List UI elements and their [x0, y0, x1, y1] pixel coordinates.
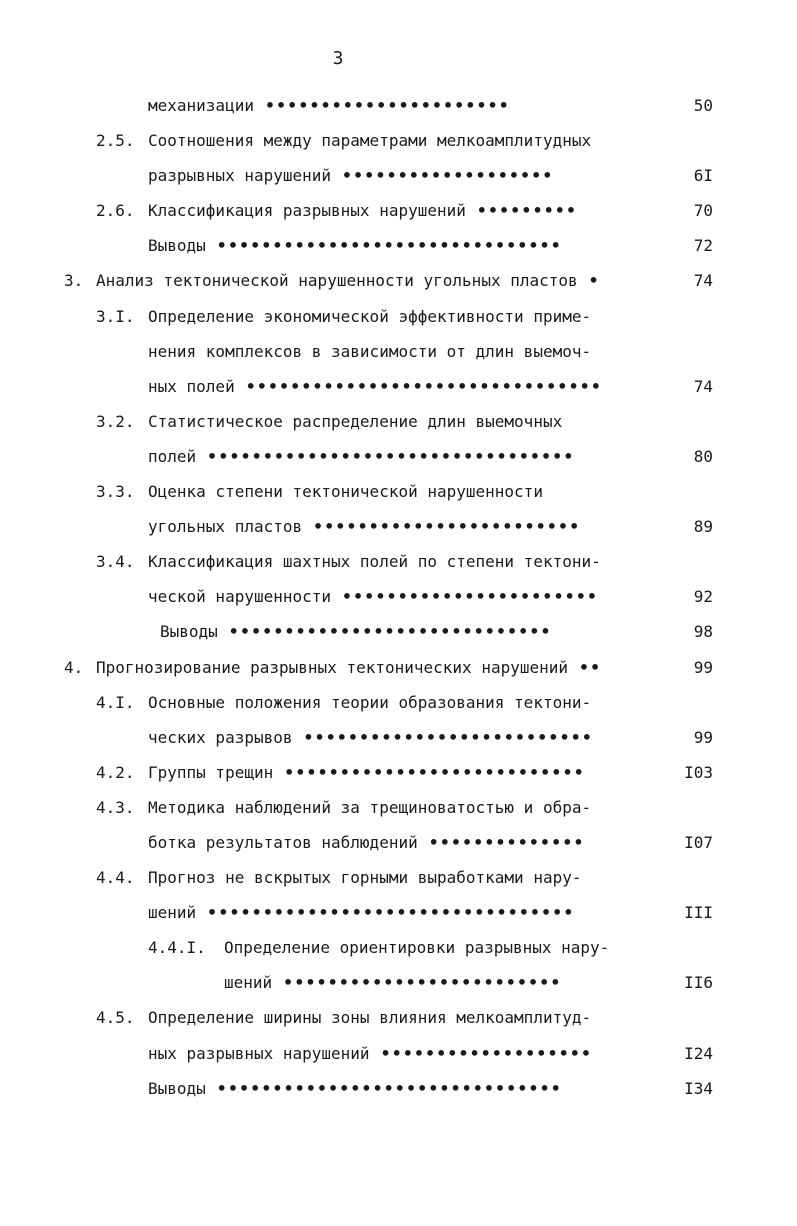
toc-page-number: 74 — [693, 271, 713, 291]
toc-title — [148, 123, 591, 158]
toc-section-number: 2.5. — [96, 131, 135, 151]
toc-title-text: Статистическое распределение длин выемочных — [148, 411, 563, 431]
toc-title — [160, 614, 552, 649]
toc-title-text: Методика наблюдений за трещиноватостью и обра- — [148, 797, 592, 817]
toc-leader-dots: ••••••••••••••••••••••••••••• — [217, 622, 552, 642]
toc-entry — [0, 825, 797, 860]
toc-entry — [0, 88, 797, 123]
toc-title — [148, 228, 562, 263]
toc-title — [148, 334, 591, 369]
toc-section-number: 3.I. — [96, 306, 135, 326]
toc-page-number: I07 — [684, 832, 713, 852]
toc-title — [96, 263, 600, 298]
toc-title — [96, 650, 601, 685]
toc-leader-dots: ••••••••••••••••••••••••••• — [273, 762, 585, 782]
toc-leader-dots: •••••••••••••• — [417, 832, 585, 852]
toc-leader-dots: •• — [568, 657, 602, 677]
toc-title — [148, 299, 591, 334]
toc-entry — [0, 1036, 797, 1071]
toc-leader-dots: ••••••••••••••••••• — [331, 166, 554, 186]
toc-entry — [0, 930, 797, 965]
toc-title — [148, 88, 510, 123]
toc-title-text: ных разрывных нарушений — [148, 1043, 370, 1063]
toc-title-text: ческой нарушенности — [148, 587, 332, 607]
toc-title — [148, 860, 581, 895]
toc-page-number: I34 — [684, 1078, 713, 1098]
toc-title-text: Соотношения между параметрами мелкоамплитудных — [148, 131, 592, 151]
toc-leader-dots: ••••••••••••••••••••••••••••••• — [205, 1078, 563, 1098]
toc-title-text: Определение экономической эффективности приме- — [148, 306, 592, 326]
toc-entry — [0, 158, 797, 193]
toc-leader-dots: ••••••••••••••••••••••••••••••••• — [196, 903, 575, 923]
toc-entry — [0, 790, 797, 825]
toc-title — [224, 930, 609, 965]
table-of-contents — [0, 88, 797, 1106]
toc-title-text: ботка результатов наблюдений — [148, 832, 418, 852]
toc-title-text: нения комплексов в зависимости от длин выемоч- — [148, 341, 592, 361]
toc-entry — [0, 474, 797, 509]
toc-entry — [0, 369, 797, 404]
toc-section-number: 4.4.I. — [148, 938, 206, 958]
toc-leader-dots: •••••••••••••••••••••••• — [302, 517, 581, 537]
toc-title — [148, 158, 554, 193]
toc-page-number: 98 — [693, 622, 713, 642]
toc-entry — [0, 685, 797, 720]
toc-entry — [0, 193, 797, 228]
toc-page-number: 6I — [693, 166, 713, 186]
toc-title-text: Анализ тектонической нарушенности угольных пластов — [96, 271, 578, 291]
toc-page-number: II6 — [684, 973, 713, 993]
toc-entry — [0, 895, 797, 930]
toc-section-number: 4.I. — [96, 692, 135, 712]
toc-title-text: Классификация шахтных полей по степени тектони- — [148, 552, 601, 572]
toc-title-text: шений — [224, 973, 273, 993]
toc-title-text: Определение ориентировки разрывных нару- — [224, 938, 610, 958]
toc-page-number: I24 — [684, 1043, 713, 1063]
toc-title — [148, 1036, 592, 1071]
toc-page-number: III — [684, 903, 713, 923]
toc-title-text: Прогноз не вскрытых горными выработками нару- — [148, 868, 582, 888]
toc-title — [148, 1000, 591, 1035]
toc-entry — [0, 334, 797, 369]
toc-leader-dots: ••••••••••••••••••••••••• — [272, 973, 562, 993]
toc-title-text: ческих разрывов — [148, 727, 293, 747]
toc-title-text: Выводы — [148, 1078, 206, 1098]
toc-title — [224, 965, 562, 1000]
toc-title-text: шений — [148, 903, 197, 923]
toc-section-number: 2.6. — [96, 201, 135, 221]
toc-entry — [0, 1000, 797, 1035]
toc-title — [148, 439, 575, 474]
toc-page-number: 99 — [693, 727, 713, 747]
toc-title — [148, 790, 591, 825]
toc-title-text: Выводы — [160, 622, 218, 642]
toc-title — [148, 474, 543, 509]
toc-title-text: Определение ширины зоны влияния мелкоамплитуд- — [148, 1008, 592, 1028]
toc-title — [148, 404, 562, 439]
toc-section-number: 4. — [64, 657, 84, 677]
toc-leader-dots: •••••••••••••••••••••••••••••••• — [234, 376, 603, 396]
toc-section-number: 4.4. — [96, 868, 135, 888]
toc-title-text: Оценка степени тектонической нарушенности — [148, 482, 543, 502]
toc-entry — [0, 439, 797, 474]
toc-entry — [0, 965, 797, 1000]
toc-section-number: 4.5. — [96, 1008, 135, 1028]
toc-entry — [0, 1071, 797, 1106]
toc-title-text: механизации — [148, 96, 254, 115]
toc-leader-dots: ••••••••••••••••••••••••••••••• — [205, 236, 563, 256]
toc-section-number: 3.3. — [96, 482, 135, 502]
toc-title-text: Прогнозирование разрывных тектонических нарушений — [96, 657, 569, 677]
toc-entry — [0, 263, 797, 298]
toc-title-text: угольных пластов — [148, 517, 303, 537]
toc-entry — [0, 544, 797, 579]
toc-title — [148, 193, 577, 228]
toc-page-number: 92 — [693, 587, 713, 607]
toc-title — [148, 544, 601, 579]
toc-entry — [0, 579, 797, 614]
toc-section-number: 4.2. — [96, 762, 135, 782]
toc-leader-dots: •••••••••••••••••••••••••• — [292, 727, 594, 747]
toc-page-number: 70 — [693, 201, 713, 221]
toc-title-text: ных полей — [148, 376, 235, 396]
toc-section-number: 3.2. — [96, 411, 135, 431]
toc-title — [148, 755, 585, 790]
toc-title-text: Классификация разрывных нарушений — [148, 201, 466, 221]
page-number: 3 — [332, 48, 344, 69]
toc-title — [148, 1071, 562, 1106]
toc-leader-dots: ••••••••••••••••••• — [369, 1043, 593, 1063]
toc-title — [148, 369, 602, 404]
toc-title — [148, 720, 593, 755]
toc-page-number: 80 — [693, 446, 713, 466]
toc-page-number: 50 — [693, 96, 713, 115]
toc-entry — [0, 404, 797, 439]
toc-title — [148, 825, 585, 860]
toc-entry — [0, 299, 797, 334]
toc-title — [148, 685, 591, 720]
toc-title — [148, 579, 598, 614]
toc-page-number: 74 — [693, 376, 713, 396]
toc-title-text: Основные положения теории образования тектони- — [148, 692, 592, 712]
toc-page-number: 72 — [693, 236, 713, 256]
toc-entry — [0, 614, 797, 649]
toc-entry — [0, 228, 797, 263]
toc-leader-dots: ••••••••••••••••••••••••••••••••• — [196, 446, 575, 466]
toc-page-number: 89 — [693, 517, 713, 537]
toc-title-text: полей — [148, 446, 197, 466]
toc-entry — [0, 509, 797, 544]
toc-entry — [0, 650, 797, 685]
toc-title — [148, 509, 580, 544]
toc-title-text: разрывных нарушений — [148, 166, 332, 186]
toc-entry — [0, 860, 797, 895]
toc-section-number: 3. — [64, 271, 84, 291]
toc-section-number: 3.4. — [96, 552, 135, 572]
toc-title — [148, 895, 575, 930]
toc-entry — [0, 123, 797, 158]
toc-leader-dots: • — [577, 271, 600, 291]
toc-entry — [0, 720, 797, 755]
toc-page-number: I03 — [684, 762, 713, 782]
toc-leader-dots: ••••••••••••••••••••••• — [331, 587, 599, 607]
toc-page-number: 99 — [693, 657, 713, 677]
toc-entry — [0, 755, 797, 790]
toc-leader-dots: ••••••••• — [465, 201, 578, 221]
toc-section-number: 4.3. — [96, 797, 135, 817]
toc-title-text: Выводы — [148, 236, 206, 256]
toc-title-text: Группы трещин — [148, 762, 274, 782]
toc-leader-dots: •••••••••••••••••••••• — [253, 96, 511, 115]
